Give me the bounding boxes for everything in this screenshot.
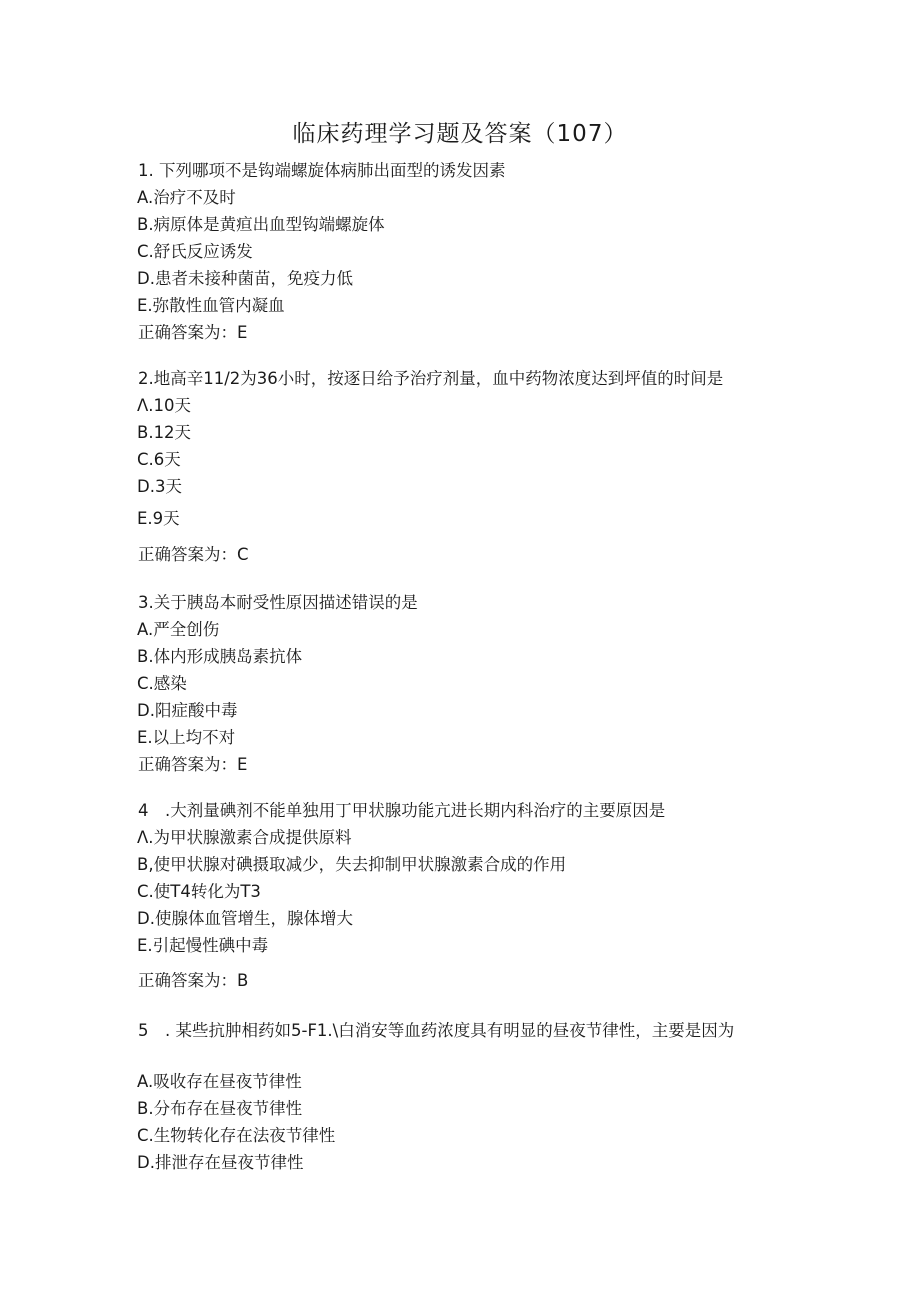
question-3-answer: 正确答案为：E: [138, 755, 248, 774]
question-2-answer: 正确答案为：C: [138, 545, 249, 564]
question-2-option-d: D.3天: [137, 477, 182, 496]
question-1-answer: 正确答案为：E: [138, 323, 248, 342]
question-4-option-c: C.使T4转化为T3: [137, 882, 261, 901]
question-1-option-d: D.患者未接种菌苗，免疫力低: [137, 269, 353, 288]
question-1-option-a: A.治疗不及时: [137, 188, 236, 207]
question-3-option-c: C.感染: [137, 674, 187, 693]
question-5-option-a: A.吸收存在昼夜节律性: [137, 1072, 302, 1091]
question-1-option-c: C.舒氏反应诱发: [137, 242, 253, 261]
question-3-stem: 3.关于胰岛本耐受性原因描述错误的是: [138, 593, 418, 612]
question-3-option-a: A.严全创伤: [137, 620, 220, 639]
question-2-option-a: Λ.10天: [137, 396, 192, 415]
question-4-option-a: Λ.为甲状腺激素合成提供原料: [137, 828, 352, 847]
question-3-option-b: B.体内形成胰岛素抗体: [137, 647, 303, 666]
question-1-option-b: B.病原体是黄疸出血型钩端螺旋体: [137, 215, 385, 234]
question-5-stem: 5 . 某些抗肿相药如5-F1.\白消安等血药浓度具有明显的昼夜节律性，主要是因为: [138, 1021, 735, 1040]
question-2-option-e: E.9天: [137, 509, 180, 528]
question-5-option-b: B.分布存在昼夜节律性: [137, 1099, 303, 1118]
question-4-option-e: E.引起慢性碘中毒: [137, 936, 269, 955]
question-3-option-e: E.以上均不对: [137, 728, 236, 747]
document-title: 临床药理学习题及答案（107）: [292, 121, 628, 147]
question-1-stem: 1. 下列哪项不是钩端螺旋体病肺出面型的诱发因素: [138, 161, 506, 180]
question-2-option-b: B.12天: [137, 423, 192, 442]
question-5-option-d: D.排泄存在昼夜节律性: [137, 1153, 304, 1172]
question-5-option-c: C.生物转化存在法夜节律性: [137, 1126, 336, 1145]
question-4-option-d: D.使腺体血管增生，腺体增大: [137, 909, 353, 928]
question-2-stem: 2.地高辛11/2为36小时，按逐日给予治疗剂量，血中药物浓度达到坪值的时间是: [138, 369, 724, 388]
question-1-option-e: E.弥散性血管内凝血: [137, 296, 285, 315]
question-4-stem: 4 .大剂量碘剂不能单独用丁甲状腺功能亢进长期内科治疗的主要原因是: [138, 801, 666, 820]
question-3-option-d: D.阳症酸中毒: [137, 701, 238, 720]
question-2-option-c: C.6天: [137, 450, 181, 469]
question-4-answer: 正确答案为：B: [138, 971, 249, 990]
question-4-option-b: B,使甲状腺对碘摄取减少，失去抑制甲状腺激素合成的作用: [137, 855, 567, 874]
